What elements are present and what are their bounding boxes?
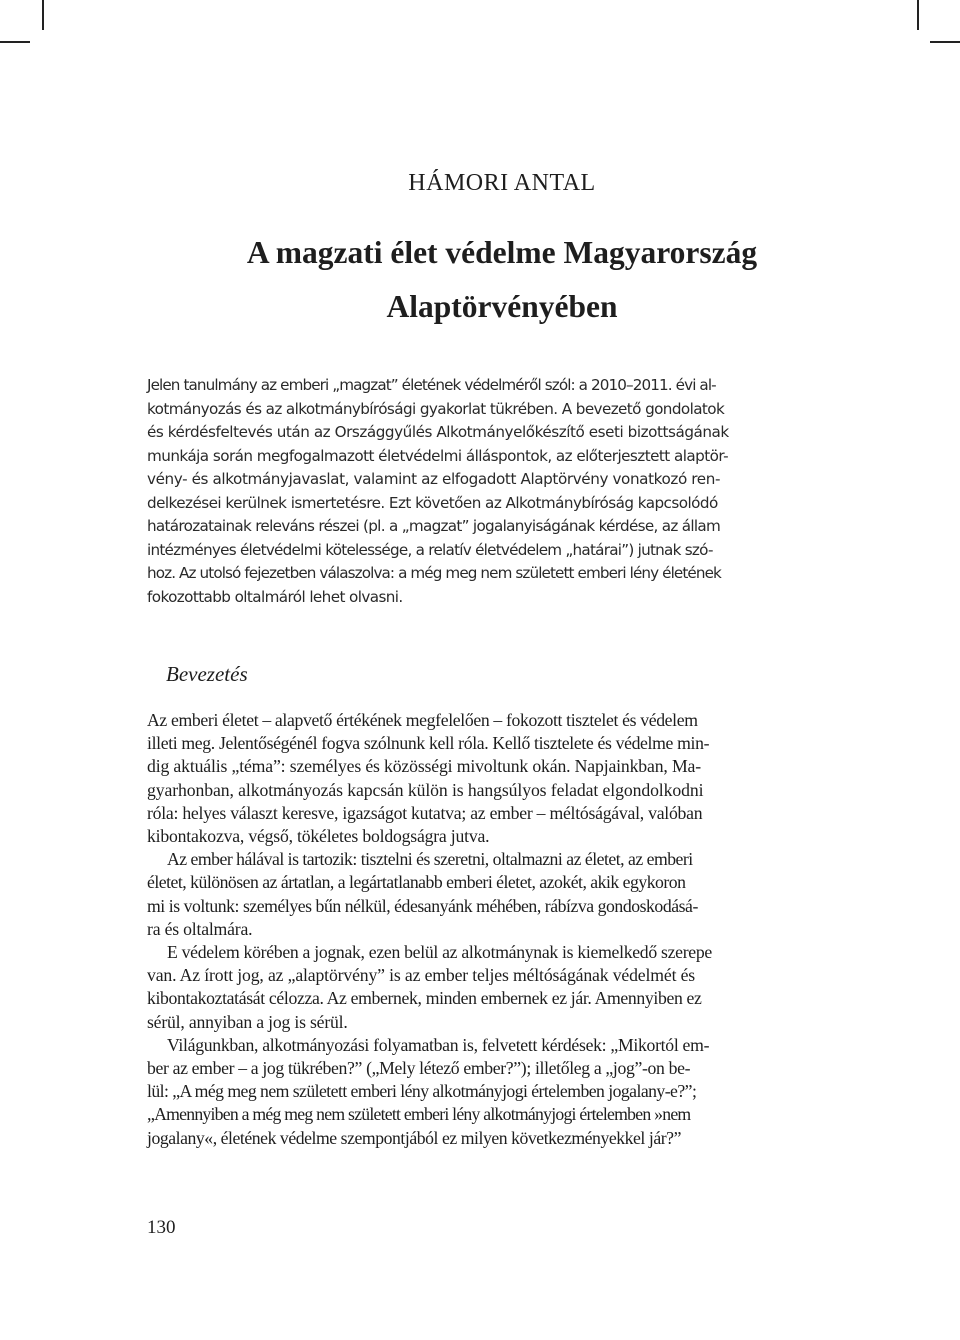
crop-mark-top-right-horizontal (930, 41, 960, 43)
crop-mark-top-right-vertical (917, 0, 919, 30)
body-line: Az emberi életet – alapvető értékének megfelelően – fokozott tisztelet és védelem (147, 710, 698, 730)
body-text (147, 709, 856, 1150)
abstract-line: határozatainak releváns részei (pl. a „magzat” jogalanyiságának kérdése, az állam (147, 517, 721, 535)
crop-mark-top-left-horizontal (0, 41, 30, 43)
abstract-line: intézményes életvédelmi kötelessége, a relatív életvédelem „határai”) jutnak szó- (147, 540, 713, 559)
body-line: dig aktuális „téma”: személyes és közösségi mivoltunk okán. Napjainkban, Ma- (147, 756, 701, 777)
abstract-line: delkezései kerülnek ismertetésre. Ezt követően az Alkotmánybíróság kapcsolódó (147, 493, 718, 512)
body-line: jogalany«, életének védelme szempontjából ez milyen következményekkel jár?” (147, 1127, 681, 1148)
body-line: Az ember hálával is tartozik: tisztelni és szeretni, oltalmazni az életet, az emberi (167, 849, 693, 870)
abstract-line: Jelen tanulmány az emberi „magzat” életének védelméről szól: a 2010–2011. évi al- (147, 376, 716, 394)
body-line: gyarhonban, alkotmányozás kapcsán külön is hangsúlyos feladat elgondolkodni (147, 779, 704, 800)
abstract-line: fokozottabb oltalmáról lehet olvasni. (147, 587, 403, 606)
abstract-line: munkája során megfogalmazott életvédelmi álláspontok, az előterjesztett alaptör- (147, 446, 729, 465)
article-title-line: Alaptörvényében (386, 289, 618, 324)
body-line: életet, különösen az ártatlan, a legártatlanabb emberi életet, azokét, akik egykoron (147, 872, 686, 893)
body-line: lül: „A még meg nem született emberi lény alkotmányjogi értelemben jogalany-e?”; (147, 1081, 697, 1102)
body-line: „Amennyiben a még meg nem született emberi lény alkotmányjogi értelemben »nem (147, 1104, 691, 1125)
section-heading: Bevezetés (166, 662, 248, 686)
body-line: ber az ember – a jog tükrében?” („Mely létező ember?”); illetőleg a „jog”-on be- (147, 1058, 691, 1079)
article-title-line: A magzati élet védelme Magyarország (246, 235, 758, 270)
abstract-line: hoz. Az utolsó fejezetben válaszolva: a még meg nem született emberi lény életének (147, 564, 721, 582)
body-line: illeti meg. Jelentőségénél fogva szólnunk kell róla. Kellő tisztelete és védelme min- (147, 733, 710, 754)
abstract-line: vény- és alkotmányjavaslat, valamint az elfogadott Alaptörvény vonatkozó ren- (147, 470, 721, 488)
body-line: ra és oltalmára. (147, 918, 253, 939)
page-number: 130 (147, 1217, 176, 1238)
body-line: Világunkban, alkotmányozási folyamatban is, felvetett kérdések: „Mikortól em- (167, 1034, 710, 1055)
abstract-line: és kérdésfeltevés után az Országgyűlés Alkotmányelőkészítő eseti bizottságának (147, 423, 729, 441)
body-line: mi is voltunk: személyes bűn nélkül, édesanyánk méhében, rábízva gondoskodásá- (147, 895, 698, 916)
crop-mark-top-left-vertical (42, 0, 44, 30)
author-name: HÁMORI ANTAL (408, 170, 596, 196)
body-line: kibontakoztatását célozza. Az embernek, minden embernek ez jár. Amennyiben ez (147, 988, 702, 1009)
body-line: sérül, annyiban a jog is sérül. (147, 1011, 348, 1032)
body-line: róla: helyes választ keresve, igazságot kutatva; az ember – méltóságával, valóban (147, 802, 703, 823)
abstract-line: kotmányozás és az alkotmánybírósági gyakorlat tükrében. A bevezető gondolatok (147, 399, 725, 418)
body-line: van. Az írott jog, az „alaptörvény” is az ember teljes méltóságának védelmét és (147, 965, 696, 986)
abstract (147, 374, 856, 609)
body-line: kibontakozva, végső, tökéletes boldogságra jutva. (147, 826, 490, 847)
article-title (0, 226, 960, 334)
body-line: E védelem körében a jognak, ezen belül az alkotmánynak is kiemelkedő szerepe (167, 942, 712, 963)
